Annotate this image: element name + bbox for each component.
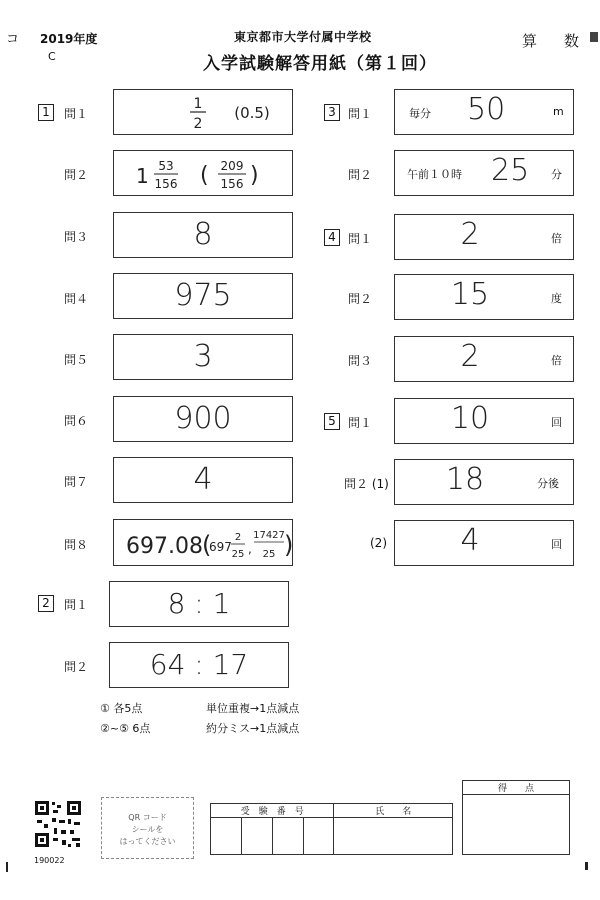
page-title: 入学試験解答用紙（第１回） xyxy=(203,54,437,74)
score-table xyxy=(462,780,570,855)
question-label: 問２ (1) xyxy=(344,477,389,491)
exam-number-cell[interactable] xyxy=(272,818,303,855)
svg-text:53: 53 xyxy=(158,159,174,173)
svg-text:): ) xyxy=(250,163,259,188)
exam-number-cell[interactable] xyxy=(241,818,272,855)
answer-unit: 倍 xyxy=(551,232,562,245)
answer-box-3-2[interactable] xyxy=(394,150,574,196)
answer-box-1-5[interactable] xyxy=(113,334,293,380)
question-label: 問２ xyxy=(64,660,89,674)
form-code: 190022 xyxy=(34,856,65,865)
svg-text:1: 1 xyxy=(193,96,203,112)
answer-value: 10 xyxy=(450,401,490,436)
qr-sticker-area[interactable] xyxy=(101,797,194,859)
grading-note: 単位重複→1点減点 xyxy=(206,702,300,715)
answer-unit: 度 xyxy=(551,292,562,305)
answer-prefix: 午前１０時 xyxy=(407,168,462,181)
answer-unit: m xyxy=(553,105,564,118)
qr-sticker-line: はってください xyxy=(119,837,176,846)
answer-value: 50 xyxy=(467,92,506,127)
answer-box-4-2[interactable] xyxy=(394,274,574,320)
svg-text:,: , xyxy=(248,542,252,556)
answer-value: 25 xyxy=(491,153,530,188)
school-name: 東京都市大学付属中学校 xyxy=(234,30,372,44)
svg-text:2: 2 xyxy=(234,532,242,543)
question-label: 問４ xyxy=(64,292,89,306)
question-label: (2) xyxy=(370,536,387,550)
question-label: 問１ xyxy=(64,107,89,121)
svg-text:209: 209 xyxy=(220,159,244,173)
grading-note: ① 各5点 xyxy=(100,702,143,715)
answer-box-5-1[interactable] xyxy=(394,398,574,444)
answer-box-1-4[interactable] xyxy=(113,273,293,319)
section-box-3: 3 xyxy=(324,104,340,121)
svg-text:697.08: 697.08 xyxy=(126,534,203,559)
answer-box-1-8[interactable] xyxy=(113,519,293,566)
svg-text:): ) xyxy=(284,531,294,559)
name-cell[interactable] xyxy=(334,818,453,855)
grading-note: ②~⑤ 6点 xyxy=(100,722,151,735)
answer-value: 18 xyxy=(445,462,485,497)
question-label: 問１ xyxy=(348,232,373,246)
answer-prefix: 毎分 xyxy=(409,107,431,120)
answer-value: 8 : 1 xyxy=(167,587,231,620)
exam-number-cell[interactable] xyxy=(303,818,334,855)
fraction-answer xyxy=(114,90,294,136)
question-label: 問６ xyxy=(64,414,89,428)
question-label: 問１ xyxy=(348,107,373,121)
answer-unit: 分後 xyxy=(537,477,559,490)
question-label: 問１ xyxy=(348,416,373,430)
exam-year: 2019年度 xyxy=(40,32,98,46)
name-header: 氏 名 xyxy=(334,804,453,818)
svg-text:2: 2 xyxy=(193,116,203,132)
question-label: 問２ xyxy=(348,168,373,182)
answer-box-1-2[interactable] xyxy=(113,150,293,196)
answer-unit: 分 xyxy=(551,168,562,181)
question-label: 問３ xyxy=(64,230,89,244)
question-label: 問２ xyxy=(64,168,89,182)
section-box-5: 5 xyxy=(324,413,340,430)
question-label: 問３ xyxy=(348,354,373,368)
grading-note: 約分ミス→1点減点 xyxy=(206,722,300,735)
section-box-4: 4 xyxy=(324,229,340,246)
question-label: 問１ xyxy=(64,598,89,612)
answer-box-4-3[interactable] xyxy=(394,336,574,382)
svg-text:697: 697 xyxy=(209,540,232,554)
answer-unit: 回 xyxy=(551,538,562,551)
question-label: 問２ xyxy=(348,292,373,306)
answer-box-2-1[interactable] xyxy=(109,581,289,627)
section-box-2: 2 xyxy=(38,595,54,612)
answer-value: 4 xyxy=(460,523,480,558)
answer-unit: 倍 xyxy=(551,354,562,367)
answer-box-4-1[interactable] xyxy=(394,214,574,260)
mixed-fraction-answer xyxy=(114,151,294,197)
margin-mark xyxy=(6,862,8,872)
exam-info-table xyxy=(210,803,453,855)
exam-number-header: 受 験 番 号 xyxy=(211,804,334,818)
answer-box-5-2-2[interactable] xyxy=(394,520,574,566)
question-label: 問５ xyxy=(64,353,89,367)
qr-code-icon xyxy=(34,800,82,848)
variant-label: C xyxy=(48,50,56,63)
answer-value: 15 xyxy=(450,277,490,312)
question-label: 問７ xyxy=(64,475,89,489)
exam-number-cell[interactable] xyxy=(211,818,242,855)
answer-value: 975 xyxy=(174,278,232,313)
answer-box-1-7[interactable] xyxy=(113,457,293,503)
svg-text:156: 156 xyxy=(220,177,244,191)
qr-sticker-line: QR コード xyxy=(128,813,167,822)
answer-box-2-2[interactable] xyxy=(109,642,289,688)
score-header: 得 点 xyxy=(463,781,570,795)
corner-mark: コ xyxy=(6,32,20,47)
decimal-fraction-answer xyxy=(114,520,294,567)
answer-value: 3 xyxy=(193,339,213,374)
answer-box-1-1[interactable] xyxy=(113,89,293,135)
answer-value: 64 : 17 xyxy=(149,648,249,681)
svg-text:(0.5): (0.5) xyxy=(234,104,270,122)
answer-value: 8 xyxy=(193,217,213,252)
svg-text:25: 25 xyxy=(262,549,276,560)
section-box-1: 1 xyxy=(38,104,54,121)
svg-text:25: 25 xyxy=(231,549,245,560)
answer-box-5-2-1[interactable] xyxy=(394,459,574,505)
answer-value: 2 xyxy=(460,339,480,374)
svg-text:17427: 17427 xyxy=(253,530,285,541)
answer-value: 2 xyxy=(460,217,480,252)
answer-box-1-3[interactable] xyxy=(113,212,293,258)
answer-box-1-6[interactable] xyxy=(113,396,293,442)
svg-text:(: ( xyxy=(200,163,209,188)
svg-text:156: 156 xyxy=(154,177,178,191)
svg-text:(: ( xyxy=(202,531,212,559)
qr-sticker-line: シールを xyxy=(131,825,164,834)
answer-box-3-1[interactable] xyxy=(394,89,574,135)
corner-block xyxy=(590,32,598,42)
answer-unit: 回 xyxy=(551,416,562,429)
score-cell[interactable] xyxy=(463,795,570,855)
subject-label: 算 数 xyxy=(522,32,586,50)
answer-value: 4 xyxy=(193,462,213,497)
question-label: 問８ xyxy=(64,538,89,552)
svg-text:1: 1 xyxy=(136,164,149,188)
answer-value: 900 xyxy=(174,401,232,436)
margin-mark xyxy=(585,862,588,870)
